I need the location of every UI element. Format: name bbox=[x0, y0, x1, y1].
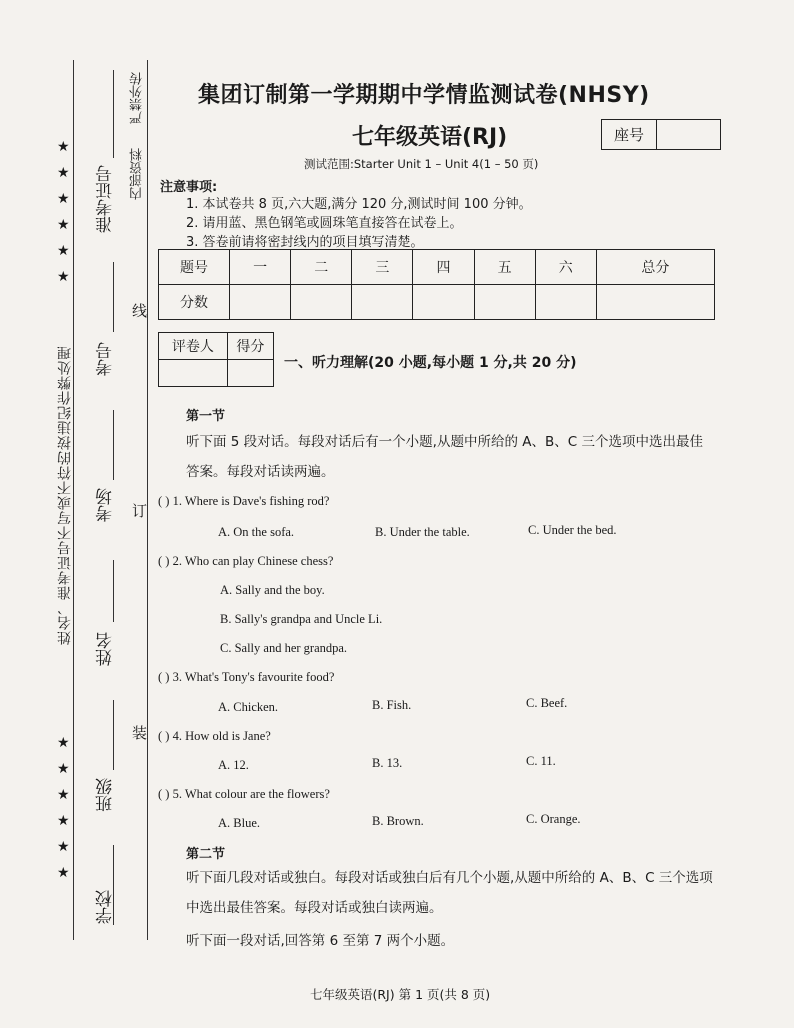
score-label: 得分 bbox=[227, 333, 273, 360]
star-mark: ★ bbox=[57, 813, 70, 829]
score-cell[interactable] bbox=[535, 285, 596, 320]
part2-next-instruction: 听下面一段对话,回答第 6 至第 7 两个小题。 bbox=[186, 933, 455, 949]
score-table-header-cell: 二 bbox=[291, 250, 352, 285]
score-cell[interactable] bbox=[291, 285, 352, 320]
notes-heading: 注意事项: bbox=[160, 180, 218, 195]
score-table bbox=[158, 249, 715, 320]
star-mark: ★ bbox=[57, 139, 70, 155]
answer-blank[interactable]: ( ) bbox=[158, 787, 170, 801]
part1-instruction bbox=[186, 427, 716, 487]
grader-table bbox=[158, 332, 274, 387]
score-cell[interactable] bbox=[413, 285, 474, 320]
exam-title: 集团订制第一学期期中学情监测试卷(NHSY) bbox=[198, 83, 650, 108]
ticket-number-field[interactable] bbox=[113, 70, 114, 158]
seal-mark-ding: 订 bbox=[132, 502, 148, 520]
star-mark: ★ bbox=[57, 165, 70, 181]
star-mark: ★ bbox=[57, 217, 70, 233]
option-a: A. Chicken. bbox=[218, 700, 279, 714]
question-stem: 4. How old is Jane? bbox=[172, 729, 271, 743]
option-b: B. Brown. bbox=[372, 814, 424, 828]
score-cell[interactable] bbox=[352, 285, 413, 320]
test-range: 测试范围:Starter Unit 1 – Unit 4(1 – 50 页) bbox=[304, 157, 539, 171]
seat-number-field[interactable] bbox=[657, 120, 720, 149]
question-stem: 5. What colour are the flowers? bbox=[172, 787, 330, 801]
seal-mark-xian: 线 bbox=[132, 302, 148, 320]
question-stem: 3. What's Tony's favourite food? bbox=[172, 670, 335, 684]
score-table-header-cell: 三 bbox=[352, 250, 413, 285]
star-mark: ★ bbox=[57, 787, 70, 803]
option-c: C. Orange. bbox=[526, 812, 581, 826]
score-table-header-cell: 题号 bbox=[159, 250, 230, 285]
internal-material-label: 内部资料 bbox=[130, 148, 145, 200]
note-item: 3. 答卷前请将密封线内的项目填写清楚。 bbox=[186, 235, 424, 250]
class-field[interactable] bbox=[113, 700, 114, 770]
exam-room-label: 考场 bbox=[96, 488, 116, 522]
margin-warning: 姓名、准考证号不写或不符的按违纪作弊处理 bbox=[57, 345, 73, 645]
exam-room-field[interactable] bbox=[113, 410, 114, 480]
score-table-header-cell: 四 bbox=[413, 250, 474, 285]
option-a: A. Blue. bbox=[218, 816, 261, 830]
school-field[interactable] bbox=[113, 845, 114, 925]
option-b: B. Under the table. bbox=[375, 525, 470, 539]
star-mark: ★ bbox=[57, 269, 70, 285]
score-row-label: 分数 bbox=[159, 285, 230, 320]
score-table-score-row bbox=[159, 285, 715, 320]
question-4 bbox=[158, 729, 271, 744]
score-cell[interactable] bbox=[596, 285, 714, 320]
score-table-header-cell: 六 bbox=[535, 250, 596, 285]
name-label: 姓名 bbox=[96, 632, 116, 666]
exam-number-field[interactable] bbox=[113, 262, 114, 332]
option-c: C. Beef. bbox=[526, 696, 568, 710]
question-1 bbox=[158, 494, 329, 509]
question-3 bbox=[158, 670, 334, 685]
option-b: B. 13. bbox=[372, 756, 403, 770]
option-b: B. Fish. bbox=[372, 698, 412, 712]
margin-border-right bbox=[147, 60, 148, 940]
name-field[interactable] bbox=[113, 560, 114, 622]
question-stem: 2. Who can play Chinese chess? bbox=[172, 554, 334, 568]
score-cell[interactable] bbox=[474, 285, 535, 320]
star-mark: ★ bbox=[57, 761, 70, 777]
option-a: A. 12. bbox=[218, 758, 249, 772]
option-c: C. Sally and her grandpa. bbox=[220, 641, 348, 655]
option-b: B. Sally's grandpa and Uncle Li. bbox=[220, 612, 383, 626]
score-table-header-cell: 五 bbox=[474, 250, 535, 285]
score-cell[interactable] bbox=[230, 285, 291, 320]
seat-number-label: 座号 bbox=[602, 120, 657, 149]
score-table-header-row bbox=[159, 250, 715, 285]
answer-blank[interactable]: ( ) bbox=[158, 670, 170, 684]
star-mark: ★ bbox=[57, 243, 70, 259]
question-stem: 1. Where is Dave's fishing rod? bbox=[172, 494, 330, 508]
section-title: 一、听力理解(20 小题,每小题 1 分,共 20 分) bbox=[284, 355, 577, 371]
answer-blank[interactable]: ( ) bbox=[158, 494, 170, 508]
exam-subtitle: 七年级英语(RJ) bbox=[352, 125, 508, 150]
star-mark: ★ bbox=[57, 735, 70, 751]
score-table-header-cell: 总分 bbox=[596, 250, 714, 285]
part2-instruction bbox=[186, 863, 716, 923]
class-label: 班级 bbox=[96, 778, 116, 812]
star-mark: ★ bbox=[57, 865, 70, 881]
star-mark: ★ bbox=[57, 839, 70, 855]
part1-instruction-text: 听下面 5 段对话。每段对话后有一个小题,从题中所给的 A、B、C 三个选项中选出最佳答案。每段对话读两遍。 bbox=[186, 434, 703, 480]
note-item: 2. 请用蓝、黑色钢笔或圆珠笔直接答在试卷上。 bbox=[186, 216, 463, 231]
part2-instruction-text: 听下面几段对话或独白。每段对话或独白后有几个小题,从题中所给的 A、B、C 三个选项中选出最佳答案。每段对话或独白读两遍。 bbox=[186, 870, 713, 916]
option-a: A. Sally and the boy. bbox=[220, 583, 325, 597]
question-5 bbox=[158, 787, 330, 802]
reviewer-label: 评卷人 bbox=[159, 333, 228, 360]
no-spread-label: 严禁外传 bbox=[130, 72, 145, 124]
reviewer-field[interactable] bbox=[159, 360, 228, 387]
option-a: A. On the sofa. bbox=[218, 525, 295, 539]
part1-heading: 第一节 bbox=[186, 409, 226, 424]
seat-number-box bbox=[601, 119, 721, 150]
note-item: 1. 本试卷共 8 页,六大题,满分 120 分,测试时间 100 分钟。 bbox=[186, 197, 532, 212]
answer-blank[interactable]: ( ) bbox=[158, 554, 170, 568]
part2-heading: 第二节 bbox=[186, 847, 226, 862]
answer-blank[interactable]: ( ) bbox=[158, 729, 170, 743]
score-table-header-cell: 一 bbox=[230, 250, 291, 285]
question-2 bbox=[158, 554, 333, 569]
score-field[interactable] bbox=[227, 360, 273, 387]
seal-mark-zhuang: 装 bbox=[132, 724, 148, 742]
star-mark: ★ bbox=[57, 191, 70, 207]
option-c: C. 11. bbox=[526, 754, 556, 768]
page-footer: 七年级英语(RJ) 第 1 页(共 8 页) bbox=[310, 987, 491, 1002]
option-c: C. Under the bed. bbox=[528, 523, 617, 537]
exam-number-label: 考号 bbox=[96, 342, 116, 376]
ticket-number-label: 准考证号 bbox=[96, 165, 116, 233]
school-label: 学校 bbox=[96, 890, 116, 924]
